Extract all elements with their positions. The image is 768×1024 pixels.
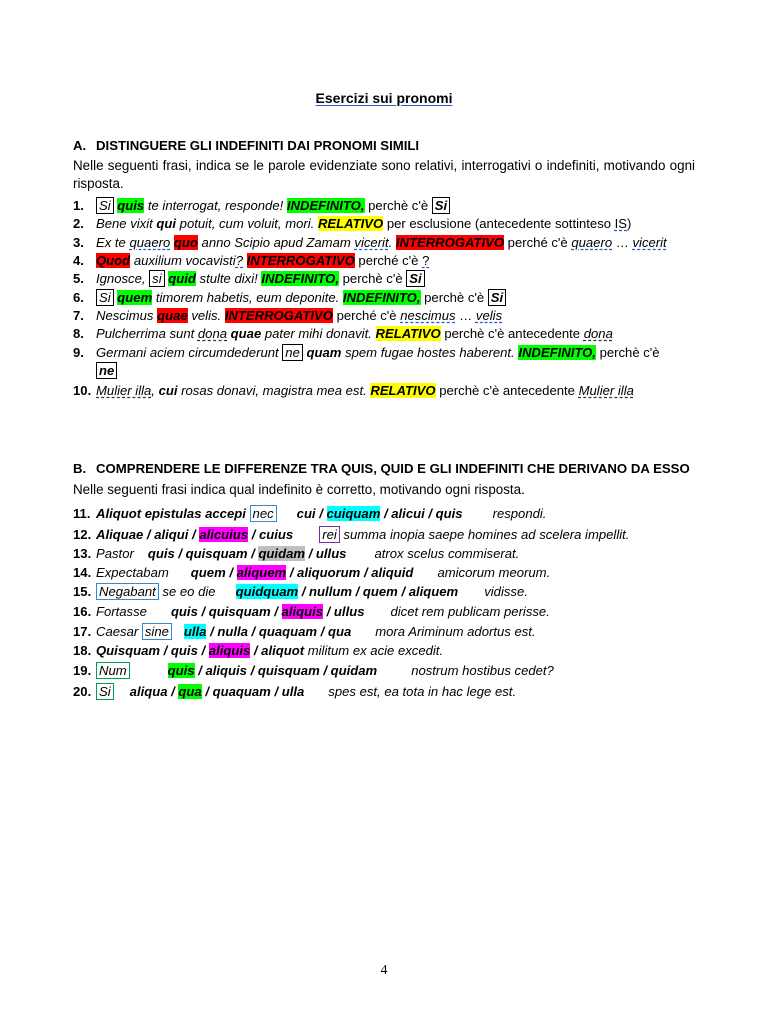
list-item: 12. Aliquae / aliqui / alicuius / cuius rei summa inopia saepe homines ad scelera impellit. [73,527,630,542]
list-item: 3. Ex te quaero quo anno Scipio apud Zamam vicerit. INTERROGATIVO perché c'è quaero … vicerit [73,235,667,250]
list-item: 17. Caesar sine ulla / nulla / quaquam / qua mora Ariminum adortus est. [73,624,536,639]
page-title: Esercizi sui pronomi [315,90,453,106]
list-item: 2. Bene vixit qui potuit, cum voluit, mori. RELATIVO per esclusione (antecedente sottinteso IS) [73,216,632,231]
section-a-heading: A. DISTINGUERE GLI INDEFINITI DAI PRONOMI SIMILI [73,138,420,153]
list-item: 18. Quisquam / quis / aliquis / aliquot militum ex acie excedit. [73,643,444,658]
list-item: 16. Fortasse quis / quisquam / aliquis / ullus dicet rem publicam perisse. [73,604,550,619]
page-number: 4 [380,963,388,978]
list-item: 19. Num quis / aliquis / quisquam / quidam nostrum hostibus cedet? [73,663,554,678]
list-item: 11. Aliquot epistulas accepi nec cui / cuiquam / alicui / quis respondi. [73,506,547,521]
list-item: 8. Pulcherrima sunt dona quae pater mihi donavit. RELATIVO perchè c'è antecedente dona [73,326,613,341]
list-item: 6. Si quem timorem habetis, eum deponite. INDEFINITO, perchè c'è Si [73,289,703,307]
list-item: 20. Si aliqua / qua / quaquam / ulla spes est, ea tota in hac lege est. [73,684,517,699]
list-item: 13. Pastor quis / quisquam / quidam / ullus atrox scelus commiserat. [73,546,520,561]
section-a-instruction: Nelle seguenti frasi, indica se le parole evidenziate sono relativi, interrogativi o indefiniti, motivando ogni risposta. [73,158,695,191]
section-b-instruction: Nelle seguenti frasi indica qual indefinito è corretto, motivando ogni risposta. [73,482,525,497]
list-item: 7. Nescimus quae velis. INTERROGATIVO perché c'è nescimus … velis [73,308,503,323]
section-b-heading: B. COMPRENDERE LE DIFFERENZE TRA QUIS, QUID E GLI INDEFINITI CHE DERIVANO DA ESSO [73,461,690,476]
list-item: 5. Ignosce, si quid stulte dixi! INDEFINITO, perchè c'è Si [73,270,703,288]
list-item: 1. Si quis te interrogat, responde! INDEFINITO, perchè c'è Si [73,197,703,215]
list-item: 14. Expectabam quem / aliquem / aliquorum / aliquid amicorum meorum. [73,565,551,580]
list-item: 4. Quod auxilium vocavisti? INTERROGATIVO perché c'è ? [73,253,430,268]
list-item: 15. Negabant se eo die quidquam / nullum / quem / aliquem vidisse. [73,584,528,599]
list-item: 10. Mulier illa, cui rosas donavi, magistra mea est. RELATIVO perchè c'è antecedente Mulier illa [73,383,634,398]
list-item: 9. Germani aciem circumdederunt ne quam spem fugae hostes haberent. INDEFINITO, perchè c'è ne [73,345,660,378]
